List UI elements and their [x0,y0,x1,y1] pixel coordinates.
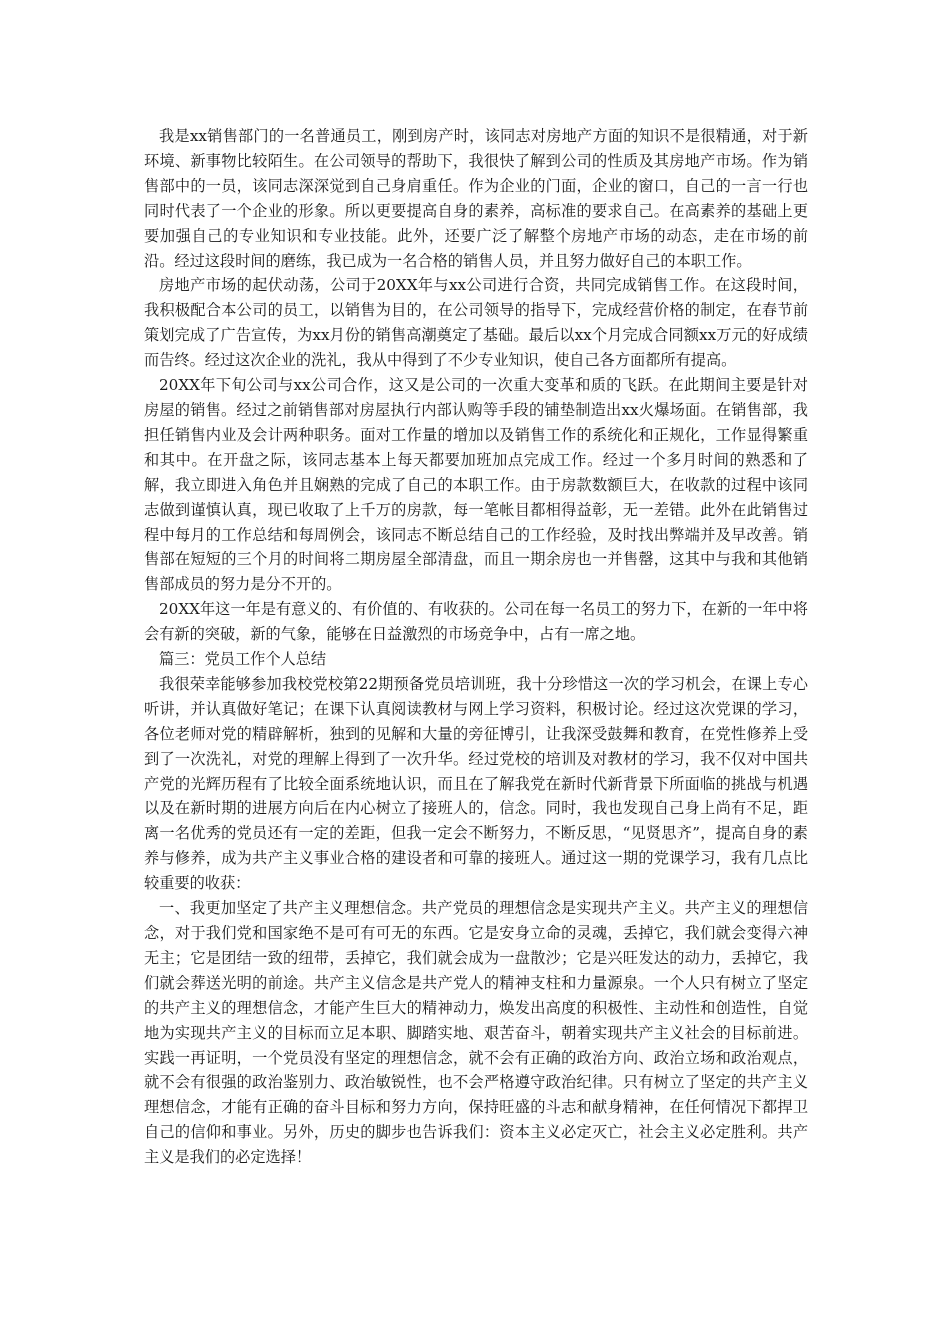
paragraph-party-training: 我很荣幸能够参加我校党校第22期预备党员培训班，我十分珍惜这一次的学习机会，在课上专心听讲，并认真做好笔记；在课下认真阅读教材与网上学习资料，积极讨论。经过这次党课的学习，各位老师对党的精辟解析，独到的见解和大量的旁征博引，让我深受鼓舞和教育，在党性修养上受到了一次洗礼，对党的理解上得到了一次升华。经过党校的培训及对教材的学习，我不仅对中国共产党的光辉历程有了比较全面系统地认识，而且在了解我党在新时代新背景下所面临的挑战与机遇以及在新时期的进展方向后在内心树立了接班人的，信念。同时，我也发现自己身上尚有不足，距离一名优秀的党员还有一定的差距，但我一定会不断努力，不断反思，“见贤思齐”，提高自身的素养与修养，成为共产主义事业合格的建设者和可靠的接班人。通过这一期的党课学习，我有几点比较重要的收获： [144,674,808,893]
paragraph-joint-venture: 房地产市场的起伏动荡，公司于20XX年与xx公司进行合资，共同完成销售工作。在这段时间，我积极配合本公司的员工，以销售为目的，在公司领导的指导下，完成经营价格的制定，在春节前策划完成了广告宣传，为xx月份的销售高潮奠定了基础。最后以xx个月完成合同额xx万元的好成绩而告终。经过这次企业的洗礼，我从中得到了不少专业知识，使自己各方面都所有提高。 [144,276,808,370]
paragraph-cooperation: 20XX年下旬公司与xx公司合作，这又是公司的一次重大变革和质的飞跃。在此期间主要是针对房屋的销售。经过之前销售部对房屋执行内部认购等手段的铺垫制造出xx火爆场面。在销售部，我担任销售内业及会计两种职务。面对工作量的增加以及销售工作的系统化和正规化，工作显得繁重和其中。在开盘之际，该同志基本上每天都要加班加点完成工作。经过一个多月时间的熟悉和了解，我立即进入角色并且娴熟的完成了自己的本职工作。由于房款数额巨大，在收款的过程中该同志做到谨慎认真，现已收取了上千万的房款，每一笔帐目都相得益彰，无一差错。此外在此销售过程中每月的工作总结和每周例会，该同志不断总结自己的工作经验，及时找出弊端并及早改善。销售部在短短的三个月的时间将二期房屋全部清盘，而且一期余房也一并售罄，这其中与我和其他销售部成员的努力是分不开的。 [144,376,808,594]
paragraph-ideal-belief: 一、我更加坚定了共产主义理想信念。共产党员的理想信念是实现共产主义。共产主义的理想信念，对于我们党和国家绝不是可有可无的东西。它是安身立命的灵魂，丢掉它，我们就会变得六神无主；它是团结一致的纽带，丢掉它，我们就会成为一盘散沙；它是兴旺发达的动力，丢掉它，我们就会葬送光明的前途。共产主义信念是共产党人的精神支柱和力量源泉。一个人只有树立了坚定的共产主义的理想信念，才能产生巨大的精神动力，焕发出高度的积极性、主动性和创造性，自觉地为实现共产主义的目标而立足本职、脚踏实地、艰苦奋斗，朝着实现共产主义社会的目标前进。实践一再证明，一个党员没有坚定的理想信念，就不会有正确的政治方向、政治立场和政治观点，就不会有很强的政治鉴别力、政治敏锐性，也不会严格遵守政治纪律。只有树立了坚定的共产主义理想信念，才能有正确的奋斗目标和努力方向，保持旺盛的斗志和献身精神，在任何情况下都捍卫自己的信仰和事业。另外，历史的脚步也告诉我们：资本主义必定灭亡，社会主义必定胜利。共产主义是我们的必定选择！ [144,899,808,1167]
section-heading: 篇三：党员工作个人总结 [159,650,327,669]
paragraph-sales-intro: 我是xx销售部门的一名普通员工，刚到房产时，该同志对房地产方面的知识不是很精通，对于新环境、新事物比较陌生。在公司领导的帮助下，我很快了解到公司的性质及其房地产市场。作为销售部中的一员，该同志深深觉到自己身肩重任。作为企业的门面，企业的窗口，自己的一言一行也同时代表了一个企业的形象。所以更要提高自身的素养，高标准的要求自己。在高素养的基础上更要加强自己的专业知识和专业技能。此外，还要广泛了解整个房地产市场的动态，走在市场的前沿。经过这段时间的磨练，我已成为一名合格的销售人员，并且努力做好自己的本职工作。 [144,127,808,270]
paragraph-year-summary: 20XX年这一年是有意义的、有价值的、有收获的。公司在每一名员工的努力下，在新的一年中将会有新的突破，新的气象，能够在日益激烈的市场竞争中，占有一席之地。 [144,600,808,644]
document-body [144,124,808,1170]
